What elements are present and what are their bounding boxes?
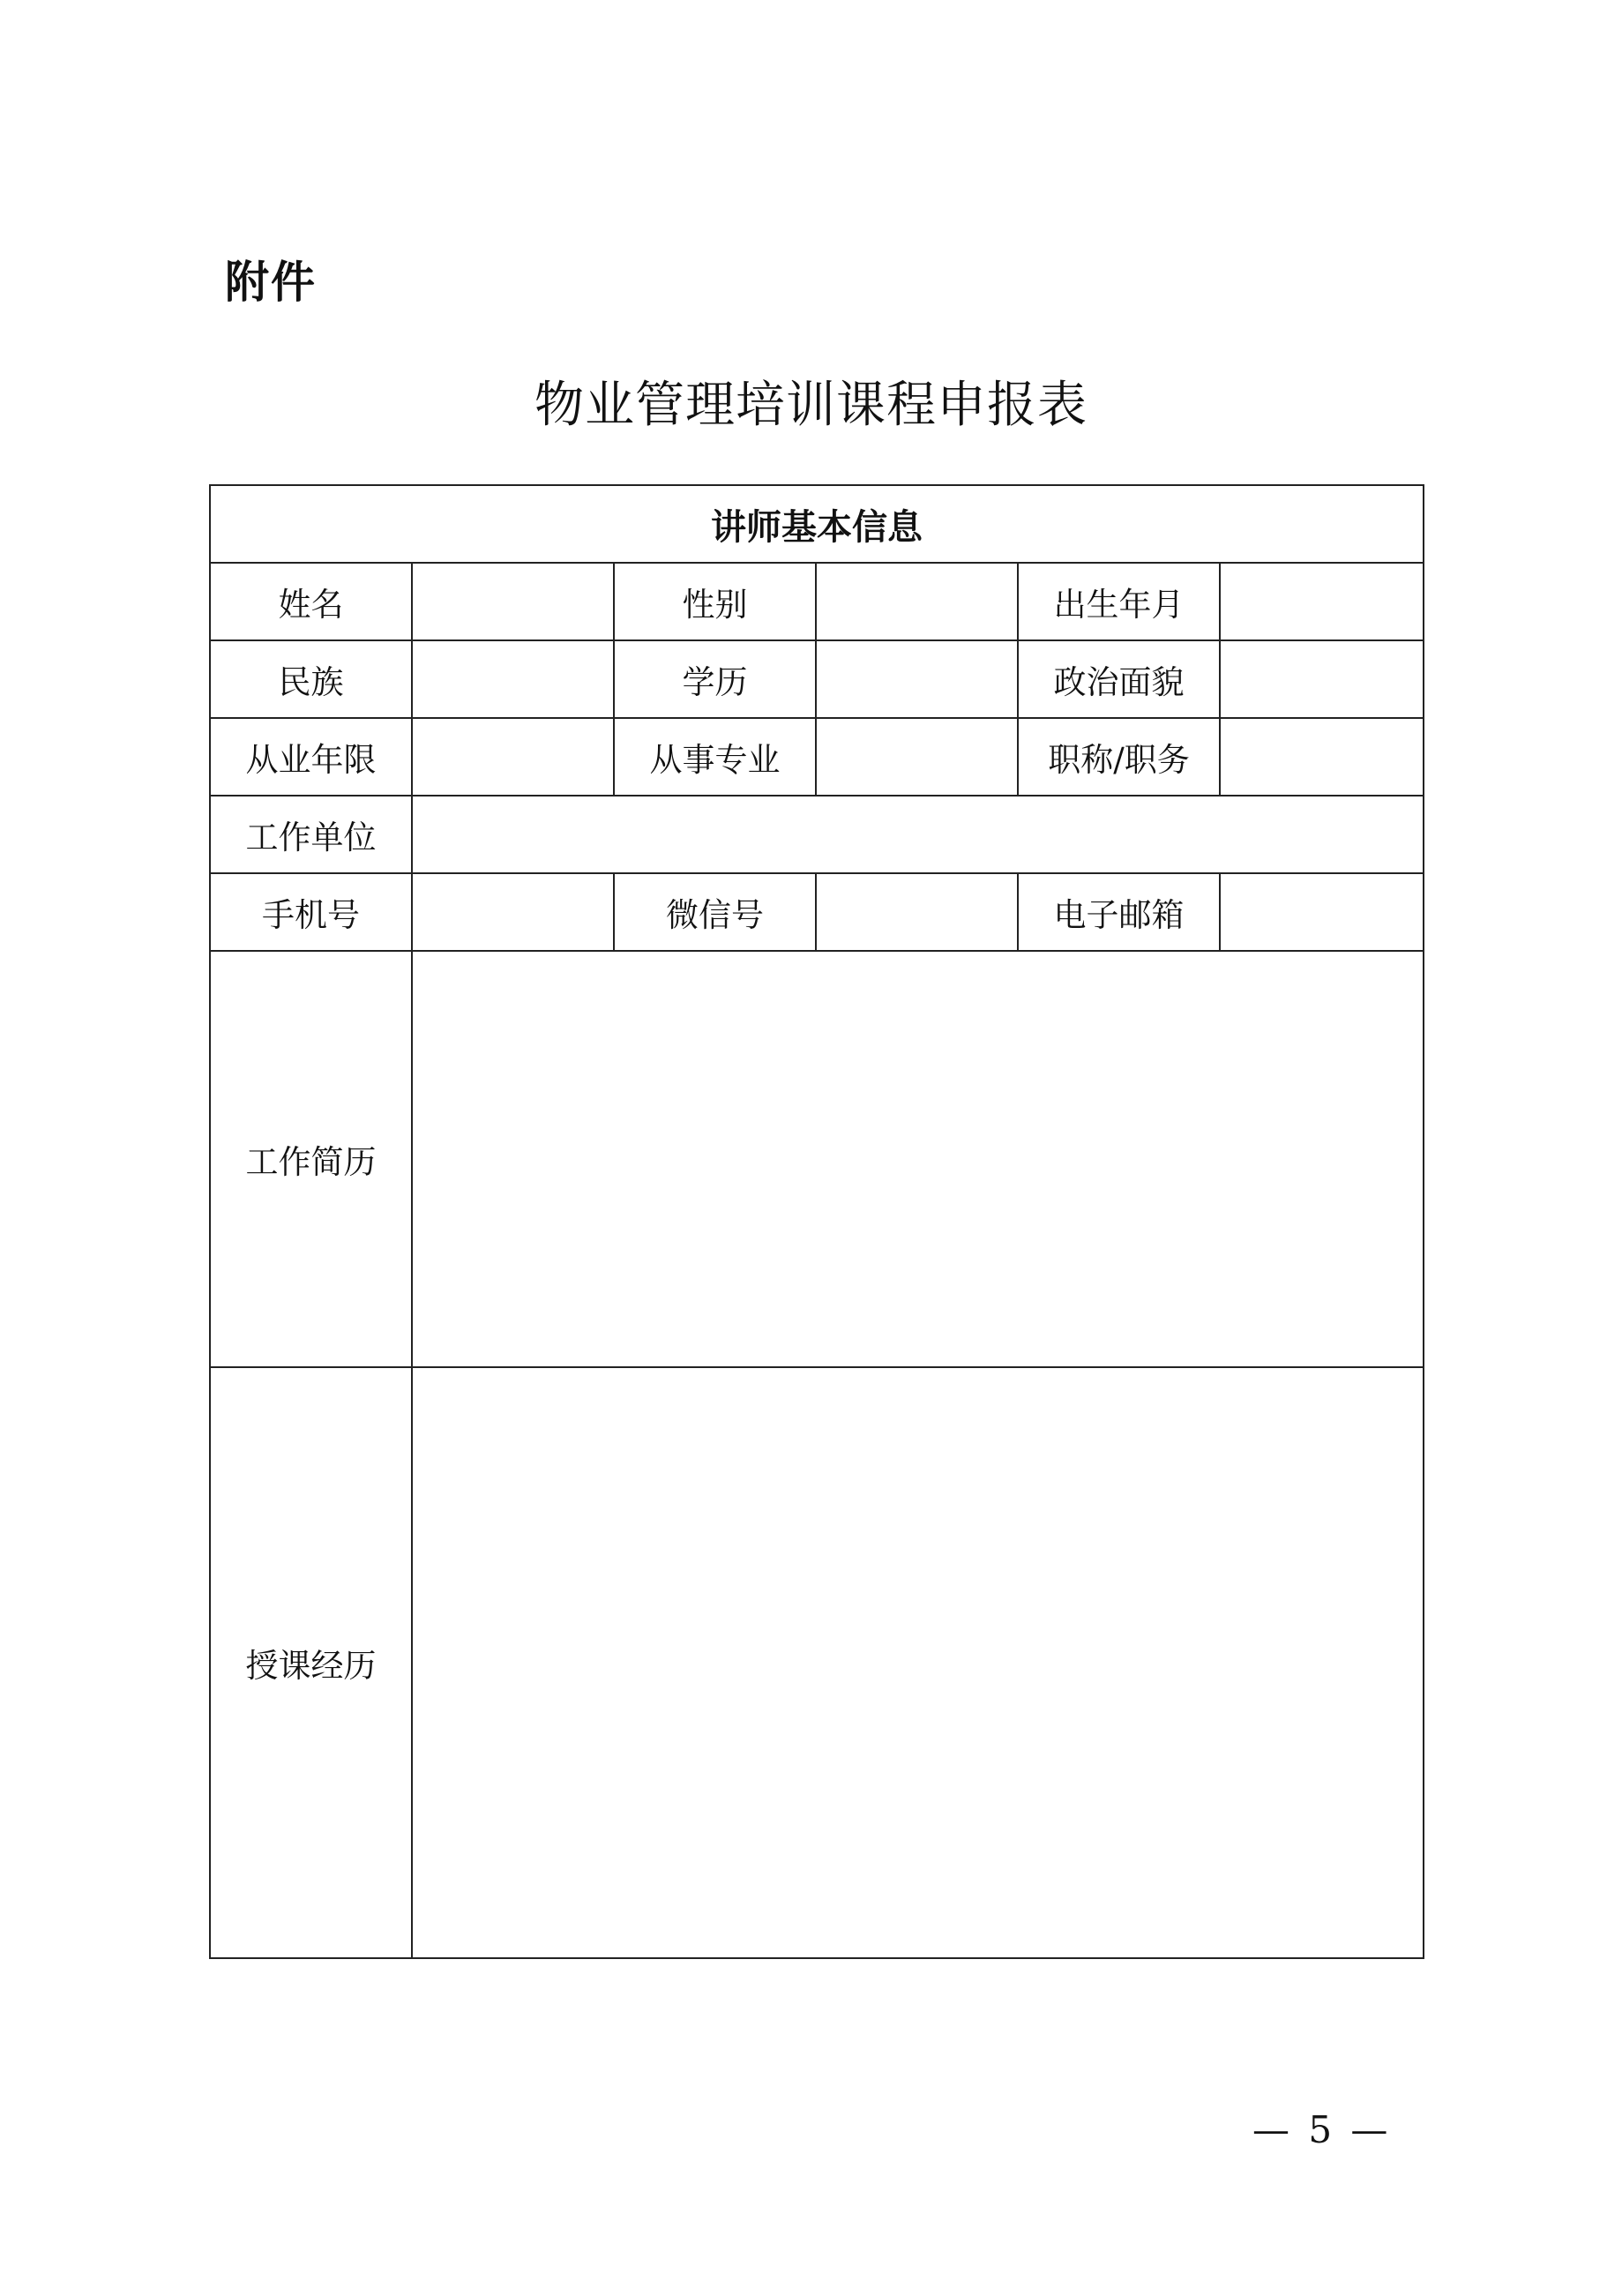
label-gender: 性别 (614, 563, 816, 640)
label-work-history: 工作简历 (210, 951, 412, 1367)
field-ethnicity[interactable] (412, 640, 614, 718)
field-teaching-experience[interactable] (412, 1367, 1424, 1958)
label-wechat: 微信号 (614, 873, 816, 951)
field-years-in-industry[interactable] (412, 718, 614, 796)
field-political-status[interactable] (1220, 640, 1424, 718)
attachment-label: 附件 (225, 257, 317, 308)
label-years-in-industry: 从业年限 (210, 718, 412, 796)
label-education: 学历 (614, 640, 816, 718)
field-work-history[interactable] (412, 951, 1424, 1367)
label-email: 电子邮箱 (1018, 873, 1220, 951)
field-gender[interactable] (816, 563, 1018, 640)
field-name[interactable] (412, 563, 614, 640)
label-specialty: 从事专业 (614, 718, 816, 796)
label-birth-date: 出生年月 (1018, 563, 1220, 640)
label-mobile: 手机号 (210, 873, 412, 951)
label-title-position: 职称/职务 (1018, 718, 1220, 796)
label-name: 姓名 (210, 563, 412, 640)
field-wechat[interactable] (816, 873, 1018, 951)
field-employer[interactable] (412, 796, 1424, 873)
field-mobile[interactable] (412, 873, 614, 951)
application-form-table (209, 484, 1424, 1959)
section-header-lecturer-info: 讲师基本信息 (210, 485, 1424, 563)
page-title: 物业管理培训课程申报表 (534, 377, 1088, 434)
field-education[interactable] (816, 640, 1018, 718)
field-specialty[interactable] (816, 718, 1018, 796)
field-birth-date[interactable] (1220, 563, 1424, 640)
field-email[interactable] (1220, 873, 1424, 951)
field-title-position[interactable] (1220, 718, 1424, 796)
label-teaching-experience: 授课经历 (210, 1367, 412, 1958)
label-ethnicity: 民族 (210, 640, 412, 718)
page-number: — 5 — (1252, 2108, 1392, 2151)
label-employer: 工作单位 (210, 796, 412, 873)
label-political-status: 政治面貌 (1018, 640, 1220, 718)
